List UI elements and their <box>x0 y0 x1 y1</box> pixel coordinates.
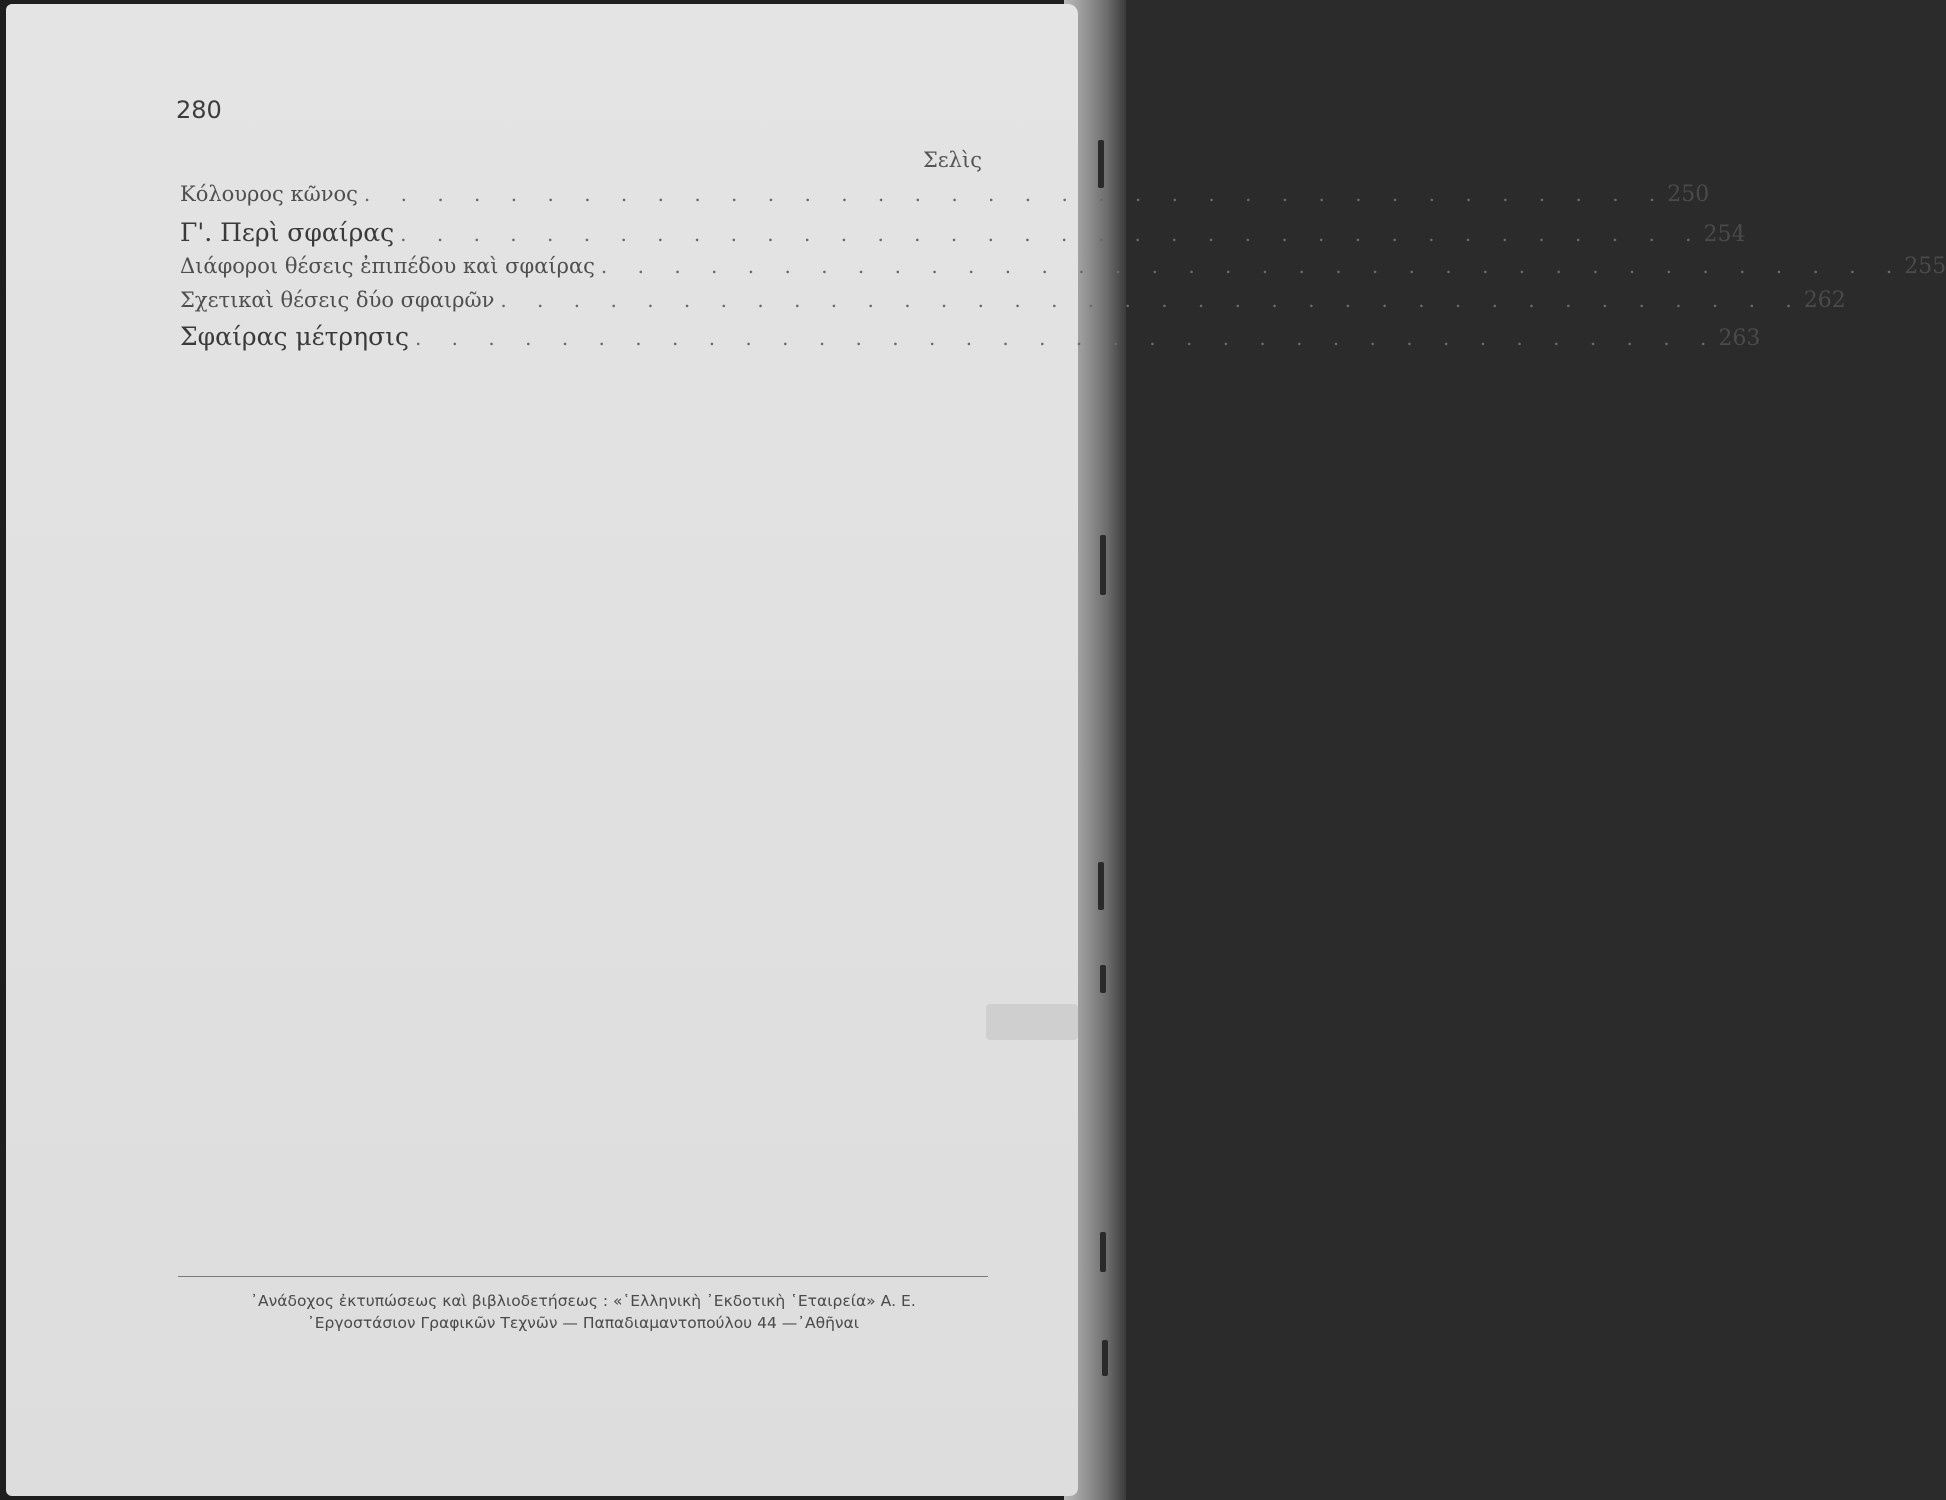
toc-entry <box>180 322 1761 356</box>
toc-entry-title: Διάφοροι θέσεις ἐπιπέδου καὶ σφαίρας <box>180 254 595 278</box>
binding-staple <box>1098 140 1104 188</box>
toc-entry-title: Κόλουρος κῶνος <box>180 182 358 206</box>
toc-entry-page: 262 <box>1803 288 1846 313</box>
toc-dot-leader: . . . . . . . . . . . . . . . . . . . . . . . . . . . . . . . . . . . . <box>414 326 1719 350</box>
footer-address-line: ᾿Εργοστάσιον Γραφικῶν Τεχνῶν — Παπαδιαμαντοπούλου 44 —᾿Αθῆναι <box>306 1314 860 1332</box>
toc-entry <box>180 288 1846 322</box>
toc-entry-title: Σχετικαὶ θέσεις δύο σφαιρῶν <box>180 288 495 312</box>
toc-entry-page: 254 <box>1703 222 1746 247</box>
toc-entry-page: 263 <box>1718 326 1761 351</box>
toc-dot-leader: . . . . . . . . . . . . . . . . . . . . . . . . . . . . . . . . . . . . <box>600 254 1905 278</box>
column-header: Σελὶς <box>922 148 982 172</box>
torn-edge <box>986 1004 1078 1040</box>
binding-staple <box>1100 535 1106 595</box>
binding-staple <box>1102 1340 1108 1376</box>
footer-rule <box>178 1276 988 1277</box>
toc-dot-leader: . . . . . . . . . . . . . . . . . . . . . . . . . . . . . . . . . . . . <box>400 222 1704 246</box>
page-number: 280 <box>176 96 222 124</box>
binding-staple <box>1098 862 1104 910</box>
footer-printer-line: ᾿Ανάδοχος ἐκτυπώσεως καὶ βιβλιοδετήσεως : «῾Ελληνικὴ ᾿Εκδοτικὴ ῾Εταιρεία» Α. Ε. <box>250 1292 916 1310</box>
toc-entry <box>180 254 1946 288</box>
document-page <box>6 4 1946 1496</box>
toc-entry-title: Γ'. Περὶ σφαίρας <box>180 218 395 247</box>
binding-staple <box>1100 965 1106 993</box>
toc-entry <box>180 182 1710 216</box>
binding-staple <box>1100 1232 1106 1272</box>
toc-dot-leader: . . . . . . . . . . . . . . . . . . . . . . . . . . . . . . . . . . . . <box>363 182 1668 206</box>
toc-entry <box>180 218 1746 252</box>
toc-entry-title: Σφαίρας μέτρησις <box>180 322 409 351</box>
toc-dot-leader: . . . . . . . . . . . . . . . . . . . . . . . . . . . . . . . . . . . . <box>500 288 1804 312</box>
toc-entry-page: 250 <box>1667 182 1710 207</box>
toc-entry-page: 255 <box>1904 254 1946 279</box>
